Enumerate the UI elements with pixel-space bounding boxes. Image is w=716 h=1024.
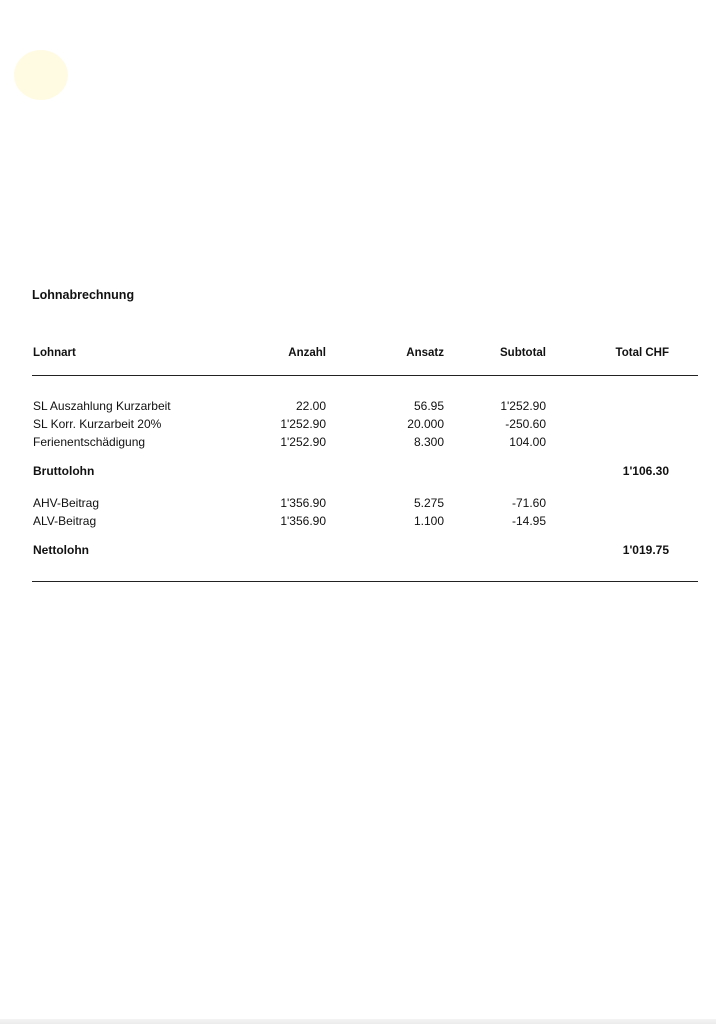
row-subtotal: -14.95 (511, 514, 546, 528)
netto-label: Nettolohn (33, 543, 89, 557)
row-subtotal: 1'252.90 (500, 399, 546, 413)
row-label: SL Auszahlung Kurzarbeit (33, 399, 171, 413)
brutto-label: Bruttolohn (33, 464, 95, 478)
header-anzahl: Anzahl (288, 347, 326, 359)
row-anzahl: 1'252.90 (280, 417, 326, 431)
header-subtotal: Subtotal (500, 347, 546, 359)
row-subtotal: 104.00 (509, 435, 546, 449)
row-label: SL Korr. Kurzarbeit 20% (33, 417, 162, 431)
brutto-total: 1'106.30 (622, 464, 669, 478)
scan-edge (0, 1019, 716, 1024)
row-ansatz: 56.95 (413, 399, 444, 413)
header-ansatz: Ansatz (406, 347, 444, 359)
row-anzahl: 22.00 (295, 399, 326, 413)
footer-divider (32, 581, 698, 582)
brutto-row (0, 464, 716, 481)
row-anzahl: 1'252.90 (280, 435, 326, 449)
table-row (0, 496, 716, 513)
row-anzahl: 1'356.90 (280, 496, 326, 510)
table-row (0, 399, 716, 416)
table-row (0, 435, 716, 452)
row-ansatz: 1.100 (413, 514, 444, 528)
header-divider (32, 375, 698, 376)
table-row (0, 417, 716, 434)
header-lohnart: Lohnart (33, 347, 76, 359)
row-label: AHV-Beitrag (33, 496, 100, 510)
netto-total: 1'019.75 (622, 543, 669, 557)
row-subtotal: -250.60 (505, 417, 546, 431)
header-total: Total CHF (615, 347, 669, 359)
row-ansatz: 20.000 (407, 417, 444, 431)
row-ansatz: 8.300 (413, 435, 444, 449)
table-row (0, 514, 716, 531)
row-anzahl: 1'356.90 (280, 514, 326, 528)
row-ansatz: 5.275 (413, 496, 444, 510)
row-label: ALV-Beitrag (33, 514, 97, 528)
netto-row (0, 543, 716, 560)
document-title: Lohnabrechnung (32, 288, 135, 302)
row-label: Ferienentschädigung (33, 435, 146, 449)
company-logo (14, 50, 68, 100)
row-subtotal: -71.60 (511, 496, 546, 510)
